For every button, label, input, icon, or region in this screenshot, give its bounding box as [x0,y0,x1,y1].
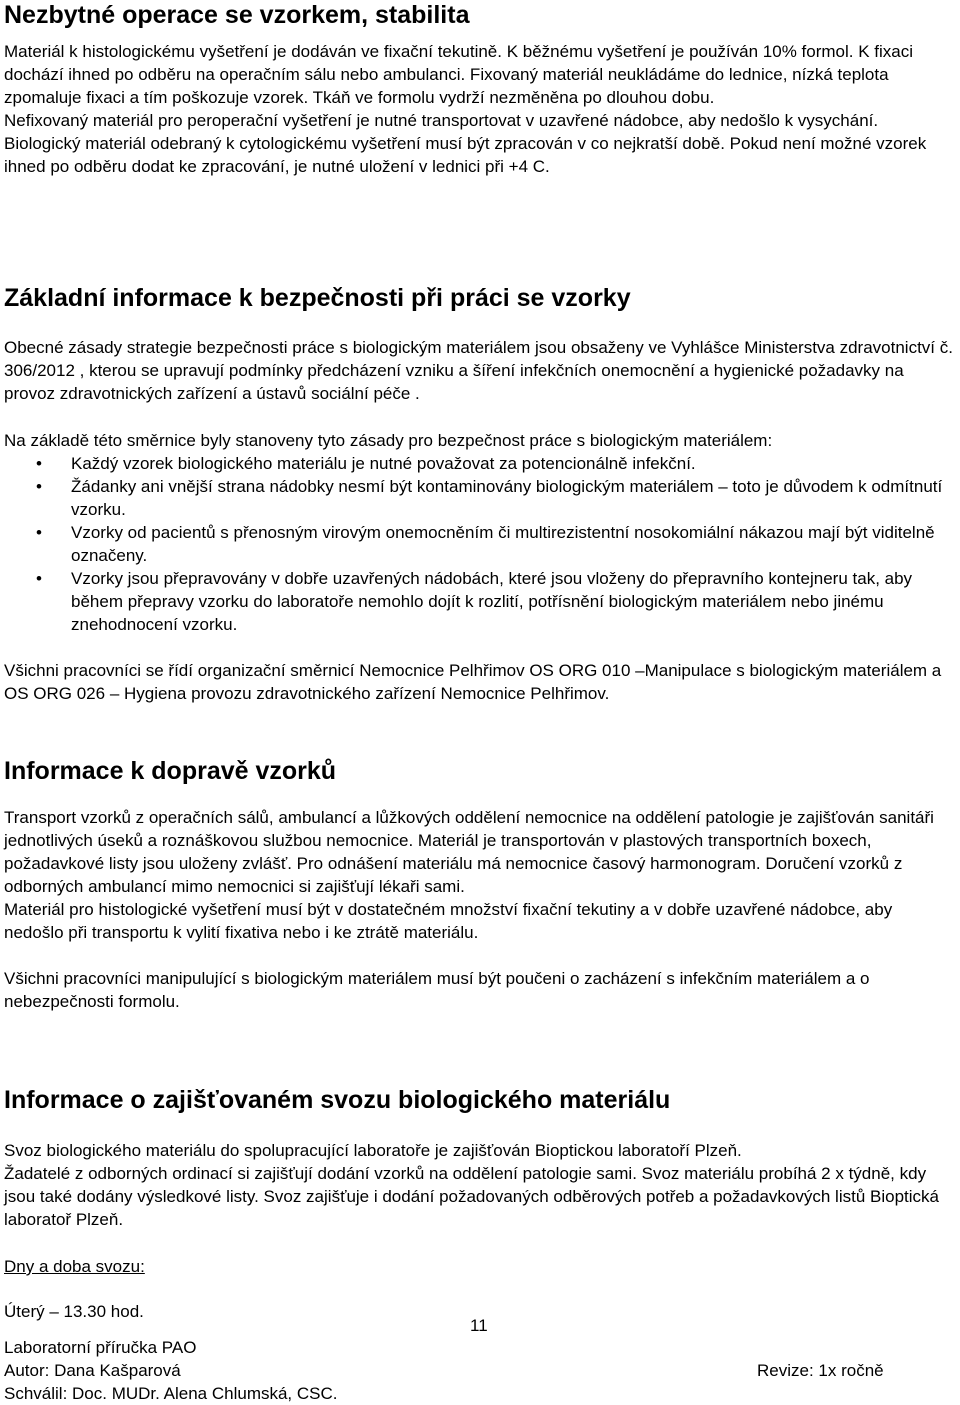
transport-paragraph-3: Všichni pracovníci manipulující s biologickým materiálem musí být poučeni o zacházení s infekčním materiálem a o nebezpečnosti formolu. [4,969,870,1011]
collection-paragraph-2: Žadatelé z odborných ordinací si zajišťují dodání vzorků na oddělení patologie sami. Svoz materiálu probíhá 2 x týdně, kdy jsou také dodány výsledkové listy. Svoz zajišťuje i dodání požadovaných odběrových potřeb a požadavkových listů Bioptická laboratoř Plzeň. [4,1164,939,1229]
transport-paragraph-1: Transport vzorků z operačních sálů, ambulancí a lůžkových oddělení nemocnice na oddělení patologie je zajišťován sanitáři jednotlivých úseků a roznáškovou službou nemocnice. Materiál je transportován v plastových transportních boxech, požadavkové listy jsou uloženy zvlášť. Pro odnášení materiálu má nemocnice časový harmonogram. Doručení vzorků z odborných ambulancí mimo nemocnici si zajišťují lékaři sami. [4,808,934,896]
section-title-transport: Informace k dopravě vzorků [4,757,337,785]
list-item: • Vzorky jsou přepravovány v dobře uzavřených nádobách, které jsou vloženy do přepravního kontejneru tak, aby během přepravy vzorku do laboratoře nemohlo dojít k rozlití, potřísnění biologickým materiálem nebo jinému znehodnocení vzorku. [36,569,913,634]
page-number: 11 [470,1316,488,1335]
list-item: • Žádanky ani vnější strana nádobky nesmí být kontaminovány biologickým materiálem – toto je důvodem k odmítnutí vzorku. [36,477,943,519]
safety-bullet-list [4,452,956,636]
safety-paragraph-3: Všichni pracovníci se řídí organizační směrnicí Nemocnice Pelhřimov OS ORG 010 –Manipulace s biologickým materiálem a OS ORG 026 – Hygiena provozu zdravotnického zařízení Nemocnice Pelhřimov. [4,661,942,703]
footer-author: Autor: Dana Kašparová [4,1361,181,1380]
bullet-icon: • [36,523,42,542]
section-title-safety: Základní informace k bezpečnosti při práci se vzorky [4,284,631,312]
bullet-icon: • [36,569,42,588]
bullet-icon: • [36,477,42,496]
section-collection-body [4,1139,956,1323]
section-title-stability: Nezbytné operace se vzorkem, stabilita [4,1,470,29]
footer-line-3: Schválil: Doc. MUDr. Alena Chlumská, CSC. [4,1384,338,1403]
footer-line-2 [4,1359,956,1382]
footer-revision: Revize: 1x ročně [757,1361,884,1380]
transport-paragraph-2: Materiál pro histologické vyšetření musí být v dostatečném množství fixační tekutiny a v dobře uzavřené nádobce, aby nedošlo při transportu k vylití fixativa nebo i ke ztrátě materiálu. [4,900,893,942]
bullet-icon: • [36,454,42,473]
list-item: • Každý vzorek biologického materiálu je nutné považovat za potencionálně infekční. [36,454,696,473]
section-safety-body [4,336,956,705]
footer-line-1: Laboratorní příručka PAO [4,1338,197,1357]
safety-paragraph-1: Obecné zásady strategie bezpečnosti práce s biologickým materiálem jsou obsaženy ve Vyhlášce Ministerstva zdravotnictví č. 306/2012 , kterou se upravují podmínky předcházení vzniku a šíření infekčních onemocnění a hygienické požadavky na provoz zdravotnických zařízení a ústavů sociální péče . [4,338,953,403]
section-stability-body [4,40,956,178]
safety-paragraph-2: Na základě této směrnice byly stanoveny tyto zásady pro bezpečnost práce s biologickým materiálem: [4,431,773,450]
collection-days-label: Dny a doba svozu: [4,1257,145,1276]
page-footer [4,1336,956,1405]
collection-day-tuesday: Úterý – 13.30 hod. [4,1302,144,1321]
stability-paragraph-2: Nefixovaný materiál pro peroperační vyšetření je nutné transportovat v uzavřené nádobce, aby nedošlo k vysychání. [4,111,879,130]
collection-paragraph-1: Svoz biologického materiálu do spolupracující laboratoře je zajišťován Bioptickou laboratoří Plzeň. [4,1141,742,1160]
section-title-collection: Informace o zajišťovaném svozu biologického materiálu [4,1086,671,1114]
section-transport-body [4,806,956,1013]
stability-paragraph-3: Biologický materiál odebraný k cytologickému vyšetření musí být zpracován v co nejkratší době. Pokud není možné vzorek ihned po odběru dodat ke zpracování, je nutné uložení v lednici při +4 C. [4,134,927,176]
stability-paragraph-1: Materiál k histologickému vyšetření je dodáván ve fixační tekutině. K běžnému vyšetření je používán 10% formol. K fixaci dochází ihned po odběru na operačním sálu nebo ambulanci. Fixovaný materiál neukládáme do lednice, nízká teplota zpomaluje fixaci a tím poškozuje vzorek. Tkáň ve formolu vydrží nezměněna po dlouhou dobu. [4,42,914,107]
list-item: • Vzorky od pacientů s přenosným virovým onemocněním či multirezistentní nosokomiální nákazou mají být viditelně označeny. [36,523,935,565]
